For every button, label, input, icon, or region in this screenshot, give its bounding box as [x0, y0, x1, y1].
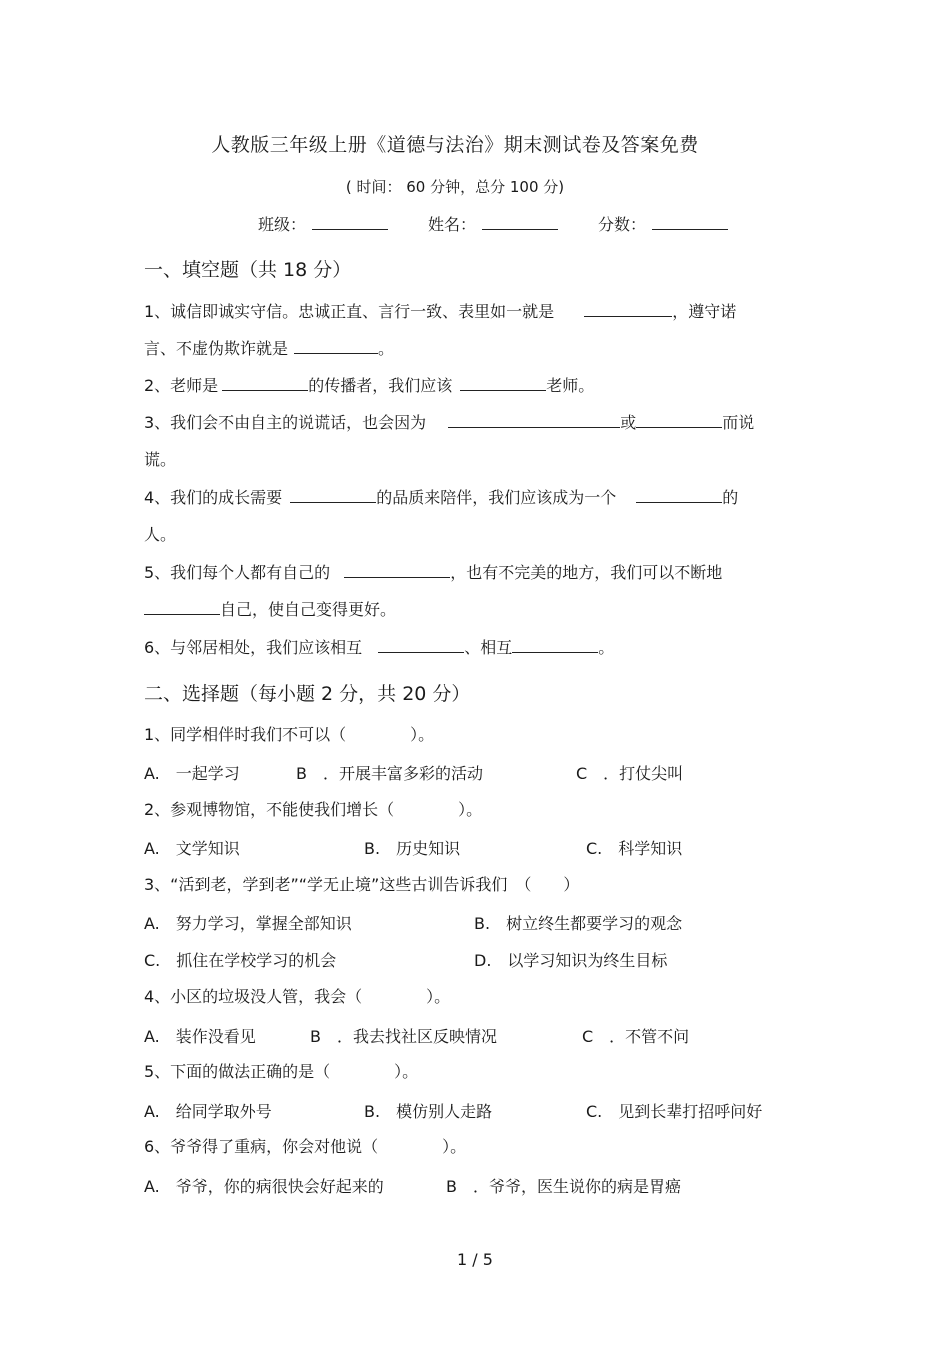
question-text: 、相互: [464, 638, 513, 657]
choice-option-a[interactable]: A. 文学知识: [144, 839, 240, 858]
choice-option-b[interactable]: B ．开展丰富多彩的活动: [296, 764, 483, 783]
exam-subtitle: ( 时间： 60 分钟，总分 100 分): [345, 178, 565, 196]
choice-option-d[interactable]: D. 以学习知识为终生目标: [474, 951, 668, 970]
answer-blank[interactable]: [344, 559, 450, 578]
choice-option-c[interactable]: C ．不管不问: [582, 1027, 690, 1046]
question-text: 5、我们每个人都有自己的: [144, 563, 331, 582]
question-text: 谎。: [144, 450, 177, 469]
choice-option-a[interactable]: A. 给同学取外号: [144, 1102, 272, 1121]
choice-options-row: [144, 761, 804, 785]
question-text: 的: [722, 488, 739, 507]
answer-blank[interactable]: [460, 372, 546, 391]
question-text: 3、我们会不由自主的说谎话，也会因为: [144, 413, 427, 432]
answer-blank[interactable]: [144, 596, 220, 615]
fill-question-1: [144, 293, 794, 367]
page-title: 人教版三年级上册《道德与法治》期末测试卷及答案免费: [211, 134, 699, 156]
question-text: 人。: [144, 525, 177, 544]
choice-option-a[interactable]: A. 装作没看见: [144, 1027, 256, 1046]
choice-options-row: [144, 911, 804, 935]
answer-blank[interactable]: [636, 484, 722, 503]
section-heading-choice: 二、选择题（每小题 2 分，共 20 分）: [144, 683, 471, 705]
question-text: 或: [620, 413, 637, 432]
choice-question-stem: 2、参观博物馆，不能使我们增长（ ）。: [144, 800, 483, 819]
choice-option-c[interactable]: C ．打仗尖叫: [576, 764, 684, 783]
fill-question-3: [144, 404, 794, 478]
question-text: 。: [378, 339, 395, 358]
answer-blank[interactable]: [222, 372, 308, 391]
answer-blank[interactable]: [512, 634, 598, 653]
choice-option-b[interactable]: B ．我去找社区反映情况: [310, 1027, 497, 1046]
choice-option-a[interactable]: A. 一起学习: [144, 764, 240, 783]
fill-question-5: [144, 554, 794, 628]
choice-options-row: [144, 836, 804, 860]
question-text: 而说: [722, 413, 755, 432]
question-text: 言、不虚伪欺诈就是: [144, 339, 289, 358]
class-field: [258, 212, 388, 235]
fill-question-6: [144, 629, 794, 666]
choice-option-a[interactable]: A. 爷爷，你的病很快会好起来的: [144, 1177, 384, 1196]
choice-option-b[interactable]: B. 树立终生都要学习的观念: [474, 914, 683, 933]
student-info-row: [258, 212, 768, 235]
choice-option-b[interactable]: B. 模仿别人走路: [364, 1102, 493, 1121]
question-text: 的传播者，我们应该: [308, 376, 453, 395]
choice-option-a[interactable]: A. 努力学习，掌握全部知识: [144, 914, 352, 933]
fill-question-4: [144, 479, 794, 553]
question-text: 自己，使自己变得更好。: [220, 600, 397, 619]
choice-option-b[interactable]: B. 历史知识: [364, 839, 461, 858]
choice-options-row: [144, 1099, 804, 1123]
fill-question-2: [144, 367, 794, 404]
name-label: 姓名：: [428, 215, 477, 234]
question-text: 2、老师是: [144, 376, 219, 395]
question-text: 。: [598, 638, 615, 657]
choice-question-stem: 5、下面的做法正确的是（ ）。: [144, 1062, 419, 1081]
class-blank[interactable]: [312, 213, 388, 230]
choice-question-stem: 3、“活到老，学到老”“学无止境”这些古训告诉我们 （ ）: [144, 875, 580, 894]
choice-options-row: [144, 948, 804, 972]
choice-question-stem: 1、同学相伴时我们不可以（ ）。: [144, 725, 435, 744]
choice-option-c[interactable]: C. 科学知识: [586, 839, 683, 858]
name-field: [428, 212, 558, 235]
choice-question-stem: 6、爷爷得了重病，你会对他说（ ）。: [144, 1137, 467, 1156]
question-text: ，也有不完美的地方，我们可以不断地: [450, 563, 723, 582]
class-label: 班级：: [258, 215, 307, 234]
answer-blank[interactable]: [584, 298, 672, 317]
answer-blank[interactable]: [378, 634, 464, 653]
question-text: 的品质来陪伴，我们应该成为一个: [376, 488, 617, 507]
page-number: 1 / 5: [457, 1250, 493, 1269]
answer-blank[interactable]: [448, 409, 620, 428]
choice-question-stem: 4、小区的垃圾没人管，我会（ ）。: [144, 987, 451, 1006]
score-blank[interactable]: [652, 213, 728, 230]
score-field: [598, 212, 728, 235]
choice-options-row: [144, 1024, 804, 1048]
question-text: 1、诚信即诚实守信。忠诚正直、言行一致、表里如一就是: [144, 302, 555, 321]
choice-option-c[interactable]: C. 抓住在学校学习的机会: [144, 951, 337, 970]
choice-option-b[interactable]: B ．爷爷，医生说你的病是胃癌: [446, 1177, 681, 1196]
question-text: 老师。: [546, 376, 595, 395]
question-text: 4、我们的成长需要: [144, 488, 283, 507]
section-heading-fill-blank: 一、填空题（共 18 分）: [144, 259, 352, 281]
choice-option-c[interactable]: C. 见到长辈打招呼问好: [586, 1102, 763, 1121]
answer-blank[interactable]: [290, 484, 376, 503]
name-blank[interactable]: [482, 213, 558, 230]
question-text: 6、与邻居相处，我们应该相互: [144, 638, 363, 657]
choice-options-row: [144, 1174, 804, 1198]
score-label: 分数：: [598, 215, 647, 234]
answer-blank[interactable]: [294, 335, 378, 354]
question-text: ，遵守诺: [672, 302, 737, 321]
answer-blank[interactable]: [636, 409, 722, 428]
